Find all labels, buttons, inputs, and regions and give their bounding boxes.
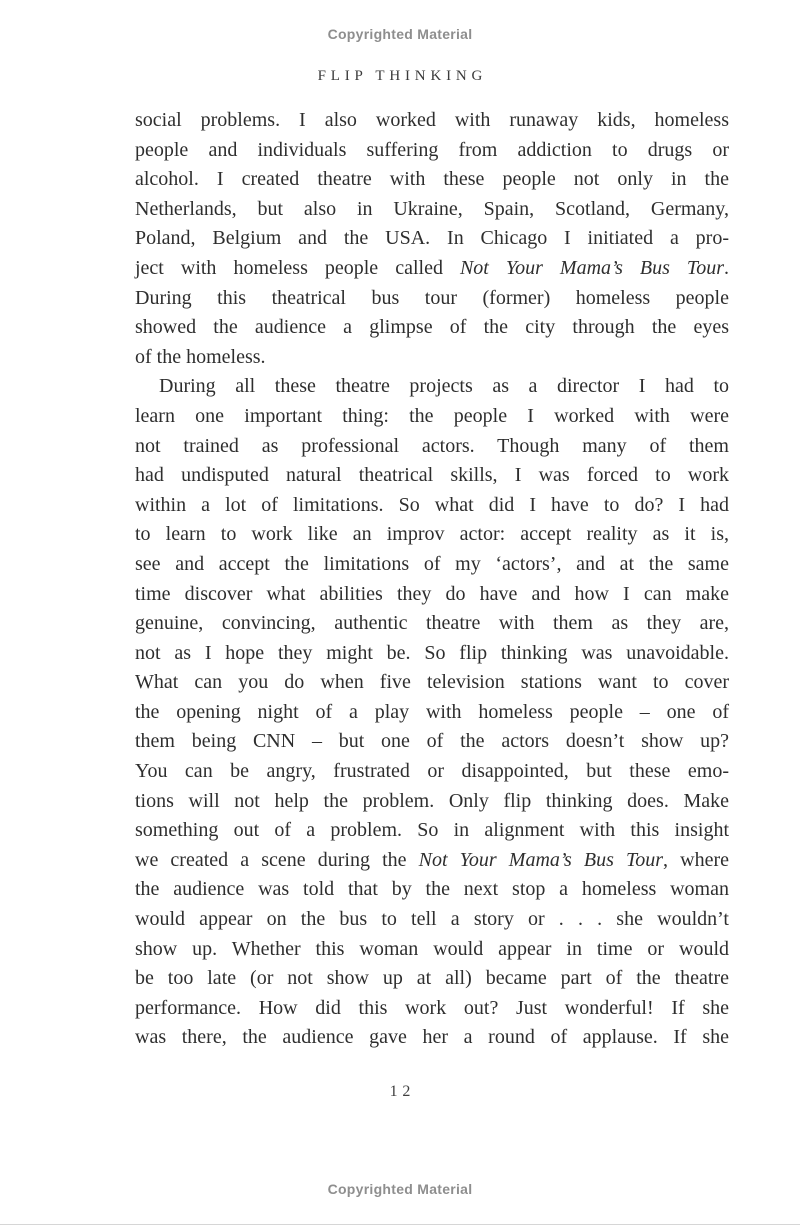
text-line: During all these theatre projects as a director I had to <box>159 375 729 398</box>
text-line: we created a scene during the Not Your Mama’s Bus Tour, where <box>135 848 729 871</box>
text-line: be too late (or not show up at all) became part of the theatre <box>135 967 729 990</box>
paragraph <box>135 106 729 372</box>
text-line: of the homeless. <box>135 345 266 368</box>
text-line: What can you do when five television stations want to cover <box>135 671 729 694</box>
text-line: ject with homeless people called Not Your Mama’s Bus Tour. <box>135 256 729 279</box>
running-header: FLIP THINKING <box>317 68 488 84</box>
text-line: something out of a problem. So in alignment with this insight <box>135 819 729 842</box>
text-line: would appear on the bus to tell a story or . . . she wouldn’t <box>135 908 729 931</box>
copyright-notice-bottom: Copyrighted Material <box>327 1181 473 1197</box>
text-line: time discover what abilities they do have and how I can make <box>135 582 729 605</box>
text-line: learn one important thing: the people I worked with were <box>135 404 729 427</box>
text-line: see and accept the limitations of my ‘actors’, and at the same <box>135 552 729 575</box>
text-line: showed the audience a glimpse of the city through the eyes <box>135 316 729 339</box>
text-line: within a lot of limitations. So what did I have to do? I had <box>135 493 729 516</box>
text-line: You can be angry, frustrated or disappointed, but these emo- <box>135 760 729 783</box>
text-line: alcohol. I created theatre with these people not only in the <box>135 168 729 191</box>
paragraph <box>135 372 729 1053</box>
text-line: was there, the audience gave her a round of applause. If she <box>135 1026 729 1049</box>
text-line: them being CNN – but one of the actors doesn’t show up? <box>135 730 729 753</box>
text-line: show up. Whether this woman would appear in time or would <box>135 937 729 960</box>
text-line: not as I hope they might be. So flip thinking was unavoidable. <box>135 641 729 664</box>
text-line: During this theatrical bus tour (former) homeless people <box>135 286 729 309</box>
text-line: not trained as professional actors. Though many of them <box>135 434 729 457</box>
text-line: the audience was told that by the next stop a homeless woman <box>135 878 729 901</box>
page-number: 12 <box>389 1083 416 1100</box>
text-line: to learn to work like an improv actor: accept reality as it is, <box>135 523 729 546</box>
text-line: social problems. I also worked with runaway kids, homeless <box>135 109 729 131</box>
copyright-notice-top: Copyrighted Material <box>327 26 473 42</box>
body-text <box>135 106 729 1053</box>
text-line: people and individuals suffering from addiction to drugs or <box>135 138 729 161</box>
text-line: tions will not help the problem. Only flip thinking does. Make <box>135 789 729 812</box>
text-line: Poland, Belgium and the USA. In Chicago I initiated a pro- <box>135 227 729 250</box>
text-line: Netherlands, but also in Ukraine, Spain, Scotland, Germany, <box>135 197 729 220</box>
text-line: genuine, convincing, authentic theatre with them as they are, <box>135 612 729 635</box>
text-line: had undisputed natural theatrical skills, I was forced to work <box>135 464 729 487</box>
text-line: the opening night of a play with homeless people – one of <box>135 700 729 723</box>
text-line: performance. How did this work out? Just wonderful! If she <box>135 996 729 1019</box>
